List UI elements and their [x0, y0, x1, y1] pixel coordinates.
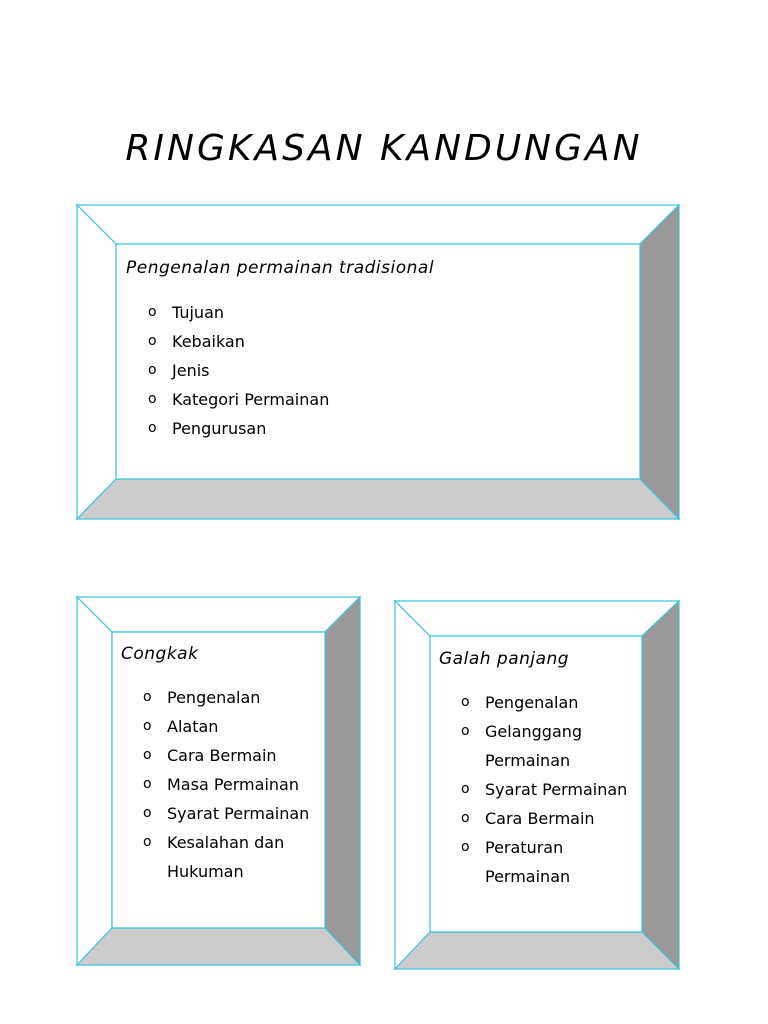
bullet-icon: o — [461, 781, 470, 797]
bullet-icon: o — [148, 333, 157, 349]
galah-list — [461, 688, 627, 891]
list-item: o Kategori Permainan — [148, 385, 329, 414]
bullet-icon: o — [148, 362, 157, 378]
galah-heading: Galah panjang — [439, 649, 570, 669]
list-item-continuation: Permainan — [485, 867, 571, 886]
list-item: o Pengenalan — [143, 683, 309, 712]
list-item: o Tujuan — [148, 298, 329, 327]
bullet-icon: o — [148, 391, 157, 407]
list-item: o Kesalahan dan — [143, 828, 309, 857]
list-item: o Pengurusan — [148, 414, 329, 443]
list-item: o Alatan — [143, 712, 309, 741]
list-item: o Cara Bermain — [143, 741, 309, 770]
intro-heading: Pengenalan permainan tradisional — [126, 258, 435, 278]
intro-bevel-box — [77, 205, 679, 519]
list-item: o Gelanggang — [461, 717, 627, 746]
list-item: o Syarat Permainan — [461, 775, 627, 804]
congkak-content — [112, 632, 325, 928]
galah-content — [430, 636, 642, 932]
list-item: o Cara Bermain — [461, 804, 627, 833]
bullet-icon: o — [461, 810, 470, 826]
bullet-icon: o — [461, 723, 470, 739]
list-item: o Syarat Permainan — [143, 799, 309, 828]
list-item: o Peraturan — [461, 833, 627, 862]
page-title: RINGKASAN KANDUNGAN — [125, 128, 643, 170]
bullet-icon: o — [143, 776, 152, 792]
list-item-continuation: Permainan — [485, 751, 571, 770]
bullet-icon: o — [148, 304, 157, 320]
list-item: o Masa Permainan — [143, 770, 309, 799]
bullet-icon: o — [143, 718, 152, 734]
bullet-icon: o — [143, 689, 152, 705]
congkak-heading: Congkak — [121, 644, 199, 664]
intro-list — [148, 298, 329, 443]
bullet-icon: o — [148, 420, 157, 436]
intro-content — [116, 244, 640, 479]
list-item-continuation: Hukuman — [167, 862, 244, 881]
list-item: o Pengenalan — [461, 688, 627, 717]
list-item: o Jenis — [148, 356, 329, 385]
bullet-icon: o — [143, 805, 152, 821]
bullet-icon: o — [461, 694, 470, 710]
congkak-bevel-box — [77, 597, 360, 965]
list-item: o Kebaikan — [148, 327, 329, 356]
bullet-icon: o — [461, 839, 470, 855]
congkak-list — [143, 683, 309, 886]
bullet-icon: o — [143, 747, 152, 763]
galah-bevel-box — [395, 601, 679, 969]
bullet-icon: o — [143, 834, 152, 850]
